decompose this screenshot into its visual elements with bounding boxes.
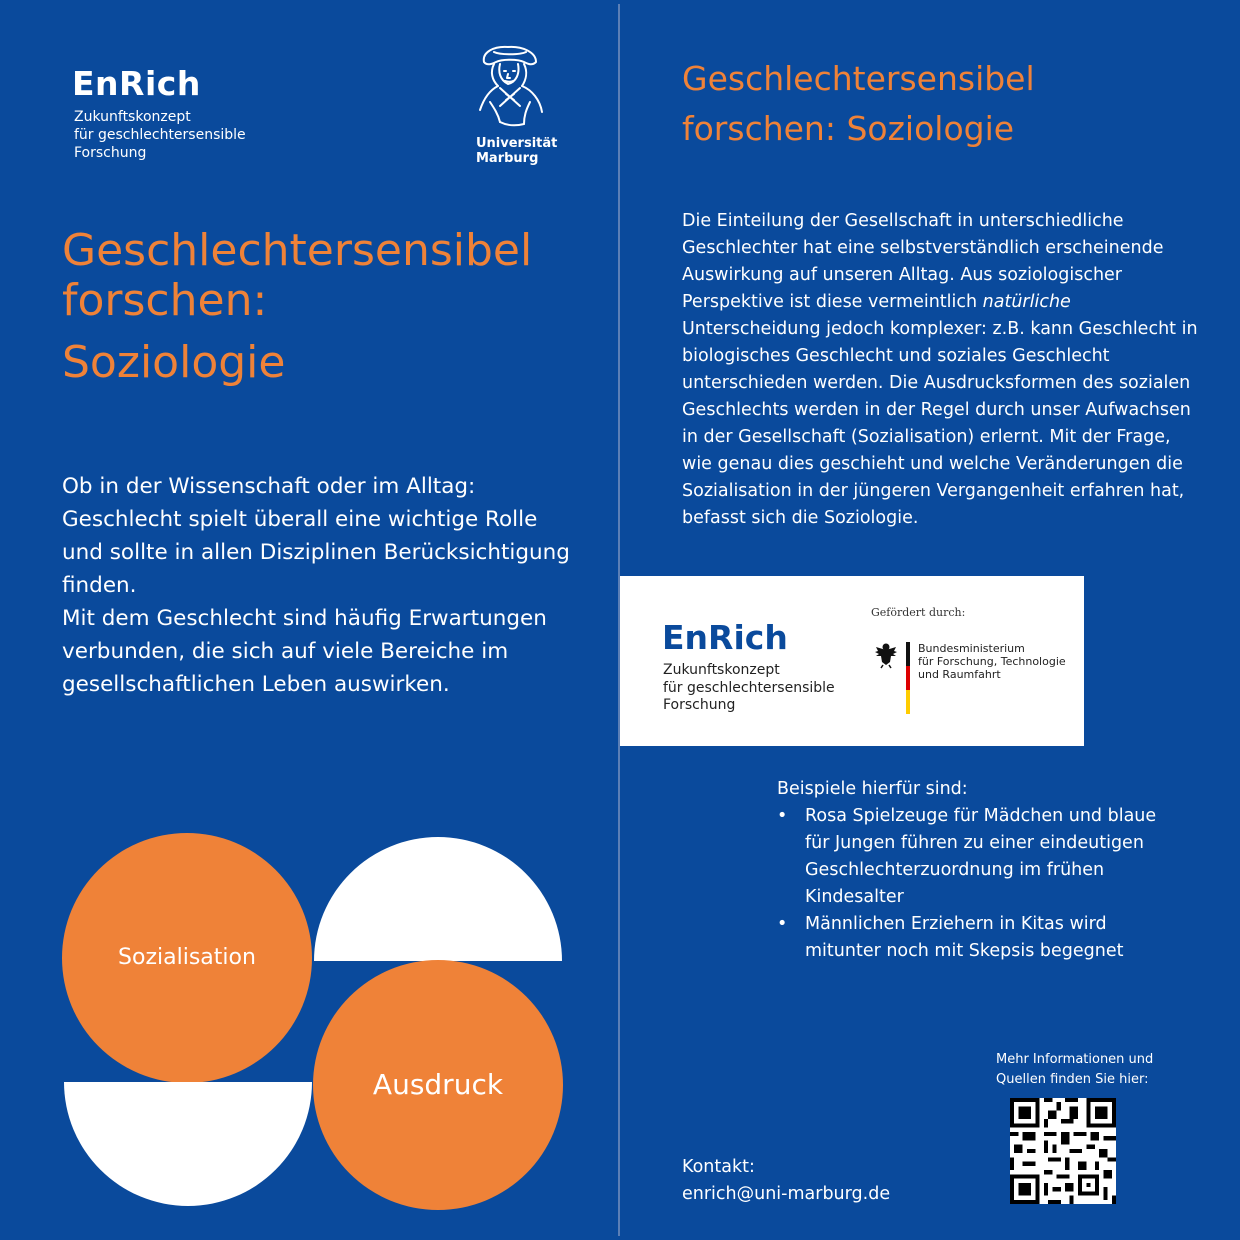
- list-item-text: Rosa Spielzeuge für Mädchen und blaue für Jungen führen zu einer eindeutigen Geschlechterzuordnung im frühen Kindesalter: [805, 806, 1157, 907]
- bottom-half-circle: [64, 1082, 312, 1206]
- sponsor-tagline-line: Forschung: [663, 697, 736, 713]
- ausdruck-label: Ausdruck: [372, 1068, 504, 1101]
- section-title-line: Geschlechtersensibel: [682, 59, 1035, 98]
- intro-paragraph: Mit dem Geschlecht sind häufig Erwartungen verbunden, die sich auf viele Bereiche im gesellschaftlichen Leben auswirken.: [62, 606, 547, 697]
- title-line: forschen:: [62, 275, 268, 326]
- funded-by-label: Gefördert durch:: [871, 606, 966, 619]
- federal-eagle-icon: [872, 641, 900, 669]
- more-info-text: [996, 1050, 1196, 1090]
- qr-code-icon[interactable]: [1010, 1098, 1116, 1204]
- ministry-line: für Forschung, Technologie: [918, 655, 1066, 668]
- ministry-line: und Raumfahrt: [918, 668, 1001, 681]
- ministry-line: Bundesministerium: [918, 642, 1025, 655]
- list-item: [777, 803, 1177, 911]
- contact-info: [682, 1154, 890, 1208]
- sponsor-tagline-line: Zukunftskonzept: [663, 662, 780, 678]
- bullet-icon: •: [777, 914, 788, 934]
- title-line: Geschlechtersensibel: [62, 225, 533, 276]
- ministry-name: [918, 642, 1066, 681]
- circles-graphic: [60, 830, 570, 1220]
- enrich-logo: [72, 66, 246, 162]
- university-name-line1: Universität: [476, 136, 558, 151]
- description-text: [682, 208, 1202, 532]
- university-name-line2: Marburg: [476, 151, 539, 166]
- sozialisation-label: Sozialisation: [118, 945, 256, 970]
- page-title: [62, 226, 582, 388]
- decorative-circles: [60, 830, 570, 1224]
- description-paragraph: [682, 208, 1202, 532]
- examples-list: [777, 803, 1177, 965]
- university-logo: [470, 44, 566, 166]
- examples-section: [777, 776, 1177, 965]
- contact-label: Kontakt:: [682, 1157, 755, 1177]
- sponsor-enrich-tagline: [663, 662, 835, 715]
- enrich-tagline-line: für geschlechtersensible: [74, 127, 246, 143]
- title-line: Soziologie: [62, 337, 286, 388]
- german-flag-stripe: [906, 642, 910, 714]
- enrich-tagline: [74, 108, 246, 162]
- list-item-text: Männlichen Erziehern in Kitas wird mitunter noch mit Skepsis begegnet: [805, 914, 1124, 961]
- intro-paragraph: Ob in der Wissenschaft oder im Alltag: Geschlecht spielt überall eine wichtige Rolle und sollte in allen Disziplinen Berücksichtigung finden.: [62, 474, 570, 598]
- more-info-line: Quellen finden Sie hier:: [996, 1072, 1149, 1087]
- section-title-line: forschen: Soziologie: [682, 109, 1015, 148]
- enrich-tagline-line: Zukunftskonzept: [74, 109, 191, 125]
- intro-text: [62, 470, 572, 701]
- description-part: Unterscheidung jedoch komplexer: z.B. kann Geschlecht in biologisches Geschlecht und soziales Geschlecht unterschieden werden. Die Ausdrucksformen des sozialen Geschlechts werden in der Regel durch unser Aufwachsen in der Gesellschaft (Sozialisation) erlernt. Mit der Frage, wie genau dies geschieht und welche Veränderungen die Sozialisation in der jüngeren Vergangenheit erfahren hat, befasst sich die Soziologie.: [682, 319, 1198, 528]
- bullet-icon: •: [777, 806, 788, 826]
- sponsor-panel: [620, 576, 1084, 746]
- sponsor-tagline-line: für geschlechtersensible: [663, 679, 835, 696]
- section-title: [682, 54, 1202, 154]
- more-info-line: Mehr Informationen und: [996, 1052, 1154, 1067]
- list-item: [777, 911, 1177, 965]
- enrich-tagline-line: Forschung: [74, 145, 147, 161]
- examples-intro: Beispiele hierfür sind:: [777, 779, 968, 799]
- university-name: [476, 136, 566, 166]
- enrich-brand: EnRich: [72, 64, 201, 103]
- contact-email[interactable]: enrich@uni-marburg.de: [682, 1184, 891, 1204]
- top-half-circle: [314, 837, 562, 961]
- description-emphasis: natürliche: [982, 292, 1071, 312]
- description-part: Die Einteilung der Gesellschaft in unterschiedliche Geschlechter hat eine selbstverständlich erscheinende Auswirkung auf unseren Alltag. Aus soziologischer Perspektive ist diese vermeintlich: [682, 211, 1164, 312]
- university-seal-icon: [470, 44, 550, 130]
- sponsor-enrich-brand: EnRich: [662, 618, 788, 657]
